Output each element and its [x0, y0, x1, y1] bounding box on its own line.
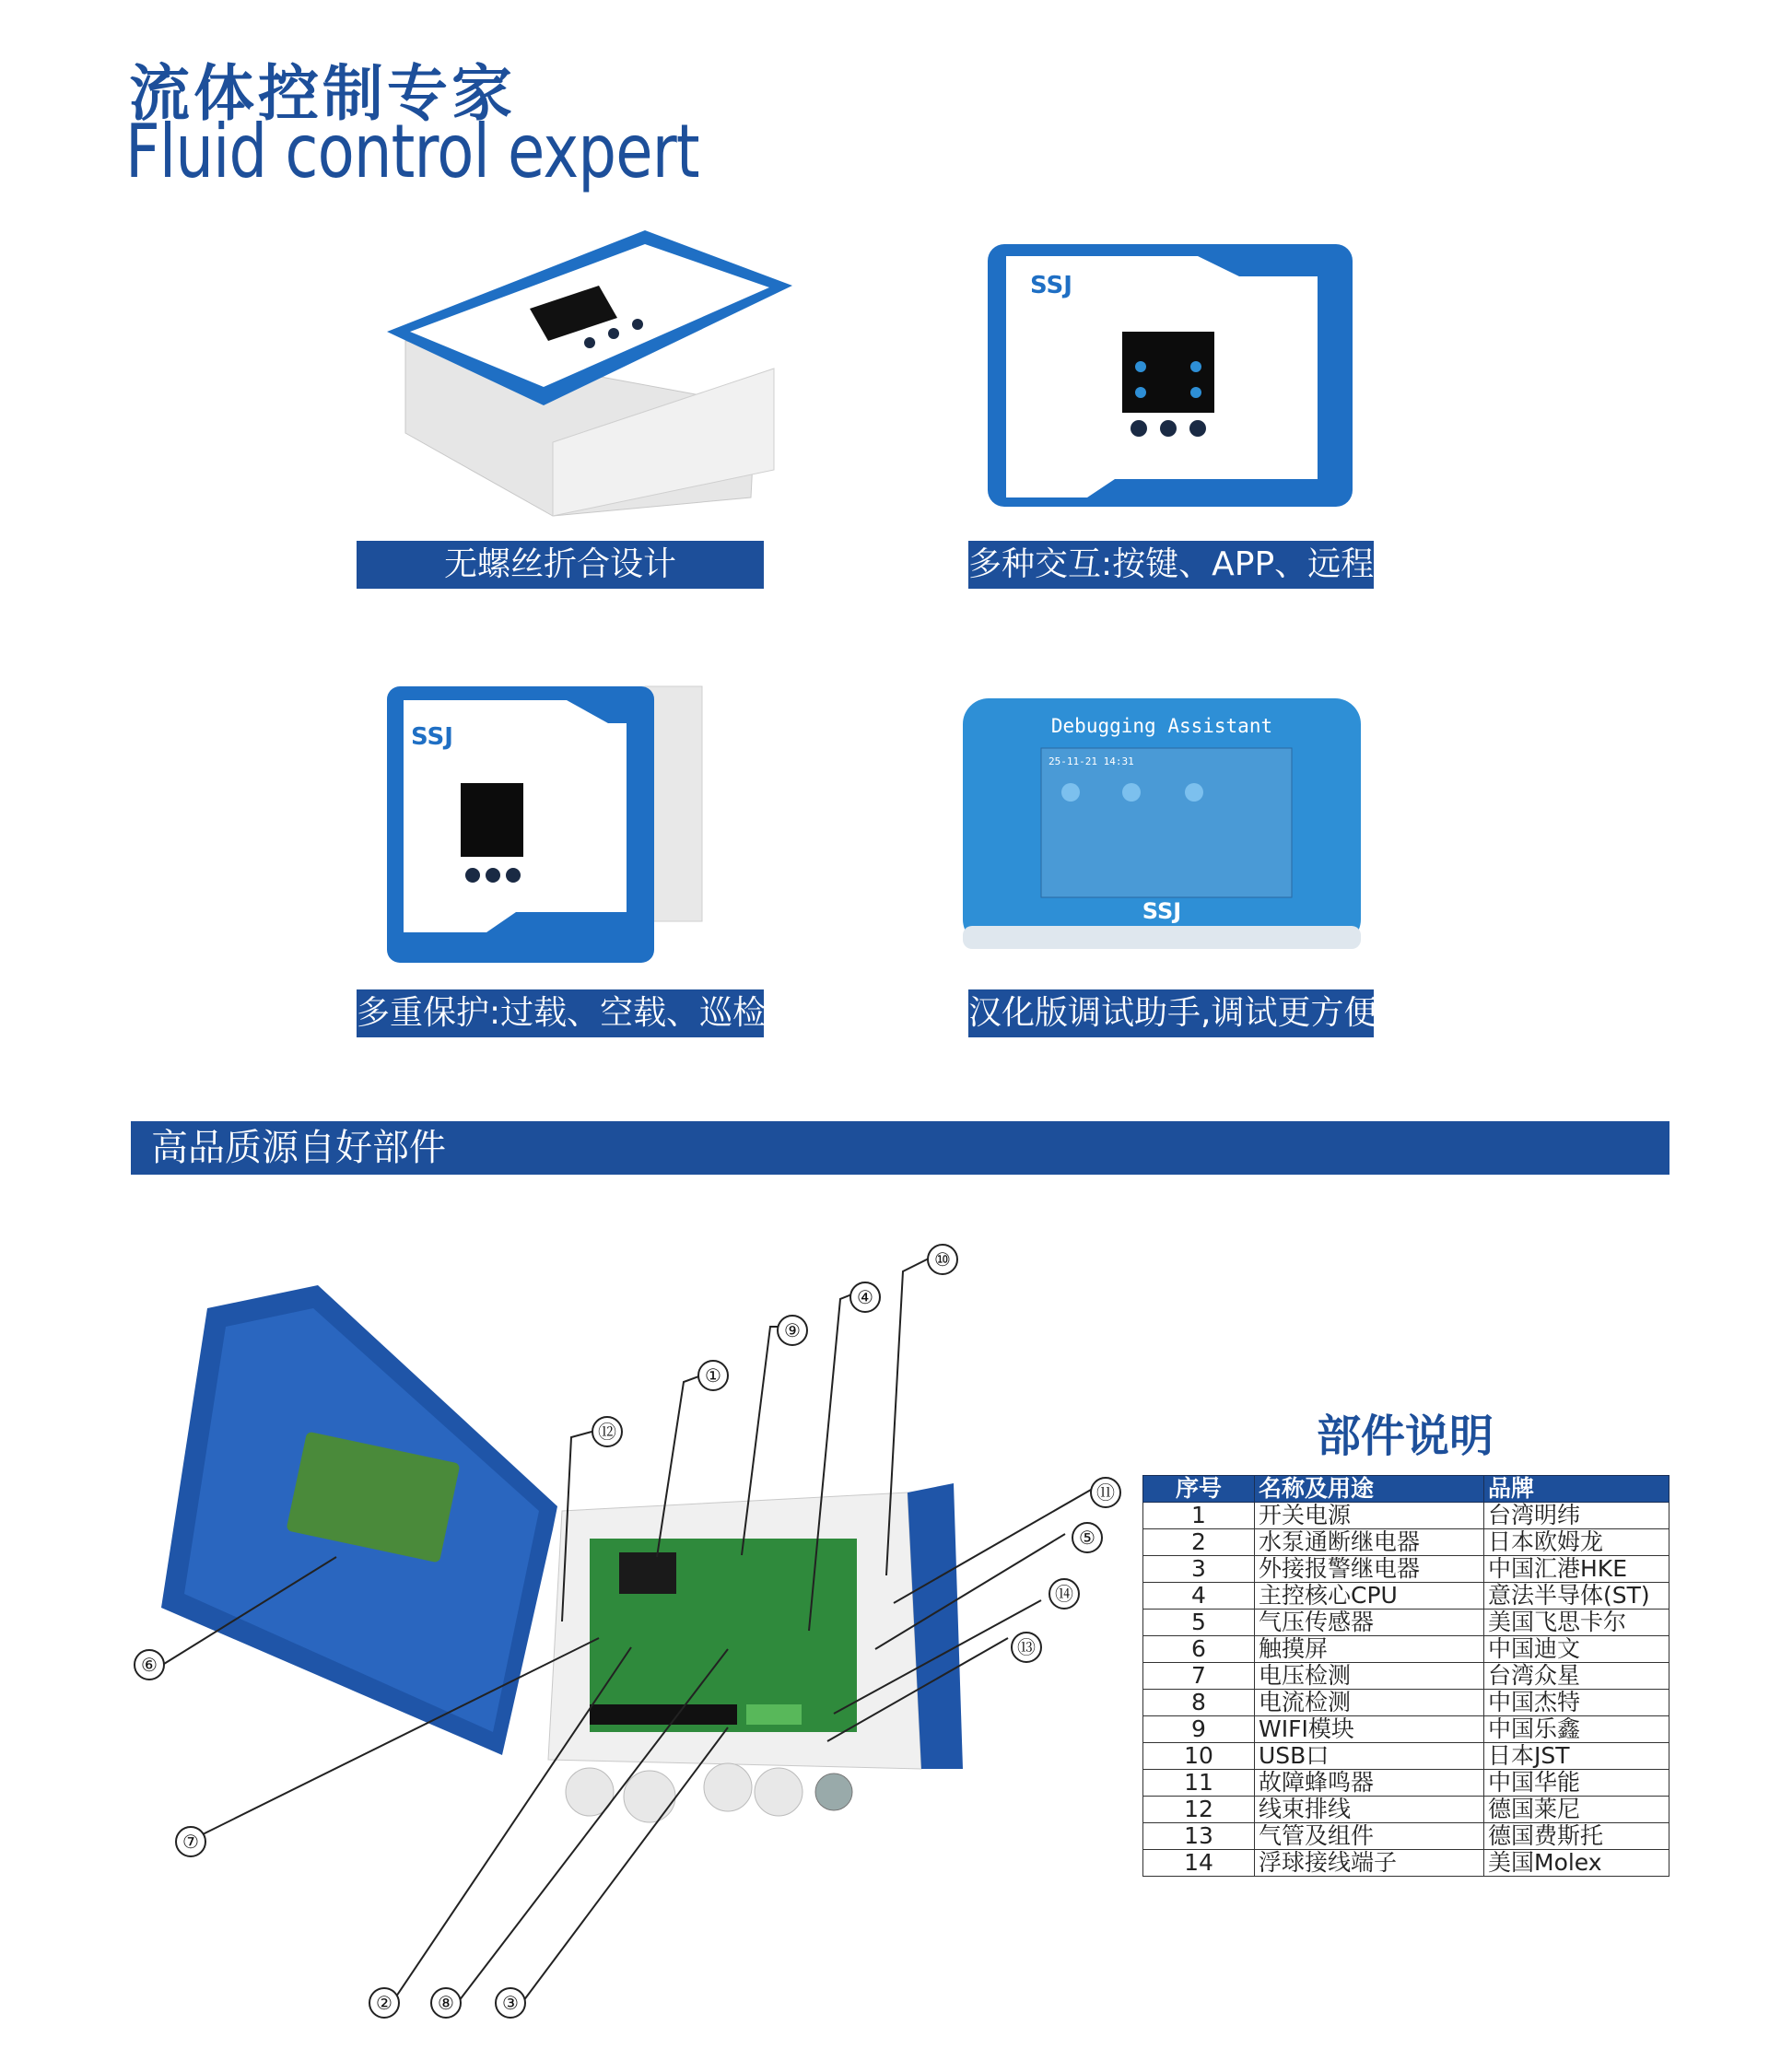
row-name: 水泵通断继电器: [1255, 1529, 1484, 1556]
row-name: 触摸屏: [1255, 1636, 1484, 1663]
table-row: [1143, 1716, 1669, 1743]
feature-caption-4: 汉化版调试助手,调试更方便: [968, 989, 1374, 1037]
callout-1: ①: [697, 1360, 729, 1391]
row-index: 10: [1143, 1743, 1255, 1770]
row-brand: 美国飞思卡尔: [1484, 1610, 1669, 1636]
callout-2: ②: [369, 1987, 400, 2019]
row-index: 4: [1143, 1583, 1255, 1610]
row-name: WIFI模块: [1255, 1716, 1484, 1743]
table-row: [1143, 1690, 1669, 1716]
parts-table-header: [1143, 1476, 1669, 1503]
row-index: 14: [1143, 1850, 1255, 1877]
row-name: 浮球接线端子: [1255, 1850, 1484, 1877]
device-side-logo: SSJ: [411, 723, 453, 751]
table-row: [1143, 1797, 1669, 1823]
callout-8: ⑧: [430, 1987, 462, 2019]
feature-caption-2: 多种交互:按键、APP、远程: [968, 541, 1374, 589]
table-row: [1143, 1610, 1669, 1636]
table-row: [1143, 1636, 1669, 1663]
callout-10: ⑩: [927, 1244, 958, 1275]
row-index: 6: [1143, 1636, 1255, 1663]
row-brand: 日本欧姆龙: [1484, 1529, 1669, 1556]
row-brand: 中国汇港HKE: [1484, 1556, 1669, 1583]
callout-3: ③: [495, 1987, 526, 2019]
feature-caption-3: 多重保护:过载、空载、巡检: [357, 989, 764, 1037]
row-name: 气管及组件: [1255, 1823, 1484, 1850]
row-name: 故障蜂鸣器: [1255, 1770, 1484, 1797]
row-index: 9: [1143, 1716, 1255, 1743]
table-row: [1143, 1503, 1669, 1529]
row-brand: 中国迪文: [1484, 1636, 1669, 1663]
callout-9: ⑨: [777, 1315, 808, 1346]
row-brand: 中国乐鑫: [1484, 1716, 1669, 1743]
callout-4: ④: [849, 1282, 881, 1313]
callout-11: ⑪: [1090, 1477, 1121, 1508]
row-index: 3: [1143, 1556, 1255, 1583]
feature-caption-1: 无螺丝折合设计: [357, 541, 764, 589]
table-row: [1143, 1583, 1669, 1610]
callout-7: ⑦: [175, 1826, 206, 1857]
row-index: 11: [1143, 1770, 1255, 1797]
row-index: 7: [1143, 1663, 1255, 1690]
row-brand: 中国华能: [1484, 1770, 1669, 1797]
row-brand: 台湾明纬: [1484, 1503, 1669, 1529]
parts-table: [1142, 1475, 1669, 1877]
callout-14: ⑭: [1049, 1578, 1080, 1610]
row-index: 12: [1143, 1797, 1255, 1823]
assistant-title: Debugging Assistant: [1050, 715, 1273, 737]
header-brand: 品牌: [1484, 1476, 1669, 1503]
header-index: 序号: [1143, 1476, 1255, 1503]
row-brand: 德国费斯托: [1484, 1823, 1669, 1850]
row-name: 电压检测: [1255, 1663, 1484, 1690]
table-row: [1143, 1850, 1669, 1877]
parts-table-body: [1143, 1503, 1669, 1877]
row-name: 线束排线: [1255, 1797, 1484, 1823]
row-brand: 日本JST: [1484, 1743, 1669, 1770]
row-brand: 德国莱尼: [1484, 1797, 1669, 1823]
row-index: 1: [1143, 1503, 1255, 1529]
device-front-logo: SSJ: [1030, 272, 1072, 299]
page-title-cn: 流体控制专家: [129, 58, 516, 129]
row-name: 开关电源: [1255, 1503, 1484, 1529]
table-row: [1143, 1743, 1669, 1770]
row-name: 外接报警继电器: [1255, 1556, 1484, 1583]
row-name: 电流检测: [1255, 1690, 1484, 1716]
table-row: [1143, 1529, 1669, 1556]
callout-6: ⑥: [134, 1649, 165, 1680]
row-index: 8: [1143, 1690, 1255, 1716]
row-index: 13: [1143, 1823, 1255, 1850]
header-name: 名称及用途: [1255, 1476, 1484, 1503]
row-brand: 中国杰特: [1484, 1690, 1669, 1716]
row-brand: 美国Molex: [1484, 1850, 1669, 1877]
row-brand: 意法半导体(ST): [1484, 1583, 1669, 1610]
table-row: [1143, 1823, 1669, 1850]
page-title-en: Fluid control expert: [125, 109, 699, 194]
row-index: 2: [1143, 1529, 1255, 1556]
debugging-assistant-image: [963, 698, 1361, 949]
assistant-datetime: 25-11-21 14:31: [1049, 755, 1134, 767]
row-name: 气压传感器: [1255, 1610, 1484, 1636]
table-row: [1143, 1770, 1669, 1797]
table-row: [1143, 1663, 1669, 1690]
section-title: 高品质源自好部件: [131, 1121, 1669, 1175]
device-angled-image: [387, 230, 792, 516]
row-index: 5: [1143, 1610, 1255, 1636]
row-name: 主控核心CPU: [1255, 1583, 1484, 1610]
device-front-image: [988, 244, 1353, 507]
device-side-image: [387, 686, 702, 963]
assistant-logo: SSJ: [1142, 898, 1182, 924]
row-brand: 台湾众星: [1484, 1663, 1669, 1690]
table-row: [1143, 1556, 1669, 1583]
row-name: USB口: [1255, 1743, 1484, 1770]
parts-title: 部件说明: [1316, 1411, 1494, 1462]
callout-12: ⑫: [592, 1416, 623, 1447]
callout-13: ⑬: [1011, 1632, 1042, 1663]
callout-5: ⑤: [1072, 1522, 1103, 1553]
control-box-open-image: [161, 1285, 963, 1822]
